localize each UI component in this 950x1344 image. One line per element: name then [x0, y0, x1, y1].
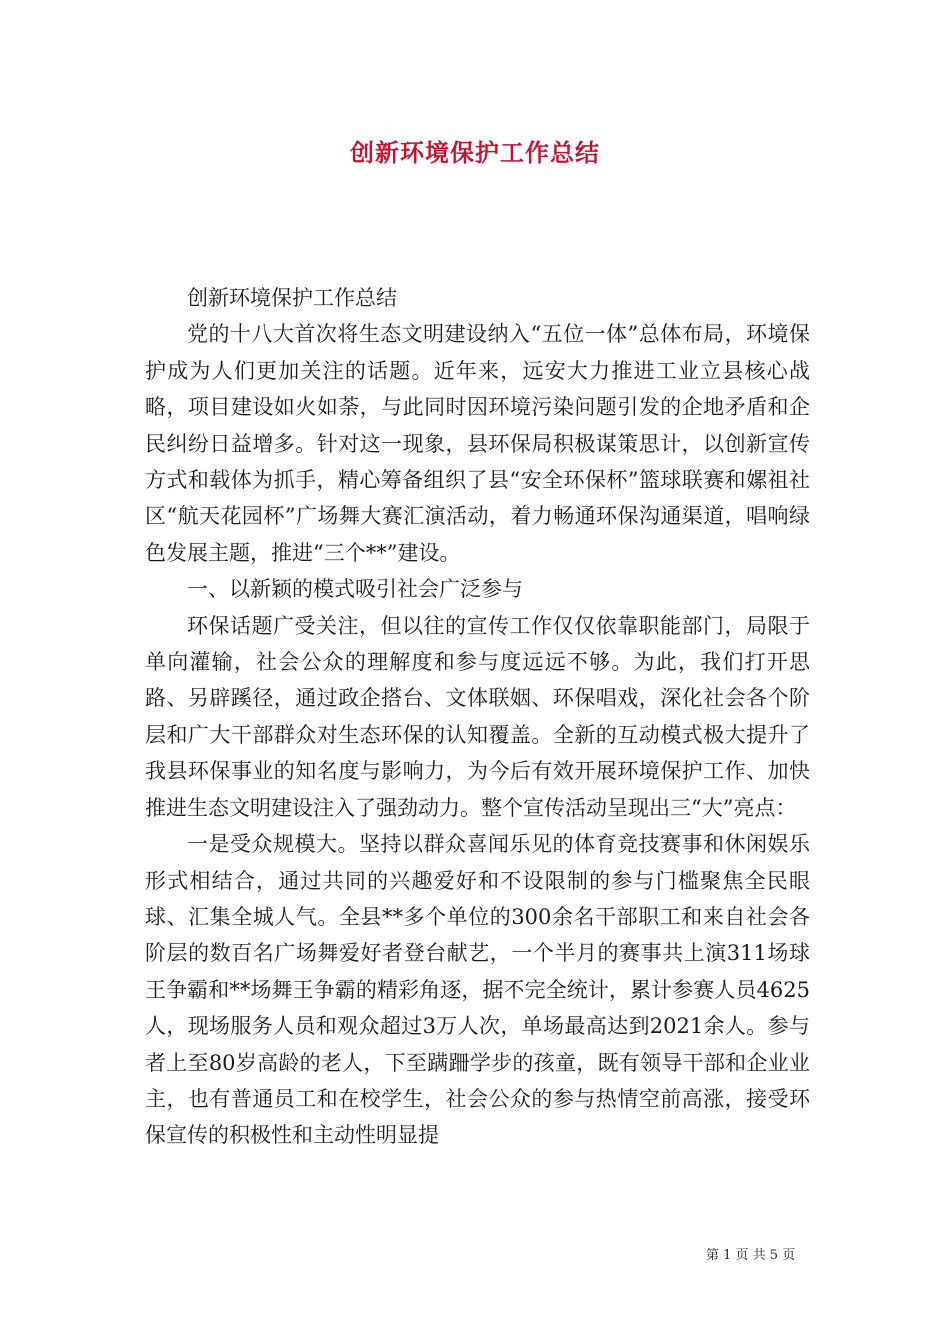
paragraph-intro: 党的十八大首次将生态文明建设纳入“五位一体”总体布局，环境保护成为人们更加关注的话题。近年来，远安大力推进工业立县核心战略，项目建设如火如荼，与此同时因环境污染问题引发的企地矛盾和企民纠纷日益增多。针对这一现象，县环保局积极谋策思计，以创新宣传方式和载体为抓手，精心筹备组织了县“安全环保杯”篮球联赛和嫘祖社区“航天花园杯”广场舞大赛汇演活动，着力畅通环保沟通渠道，唱响绿色发展主题，推进“三个**”建设。 [145, 322, 810, 565]
page-number: 第 1 页 共 5 页 [706, 1248, 796, 1263]
section-heading-1: 一、以新颖的模式吸引社会广泛参与 [187, 577, 523, 602]
document-body [145, 280, 810, 1154]
paragraph-section-1: 环保话题广受关注，但以往的宣传工作仅仅依靠职能部门，局限于单向灌输，社会公众的理解度和参与度远远不够。为此，我们打开思路、另辟蹊径，通过政企搭台、文体联姻、环保唱戏，深化社会各个阶层和广大干部群众对生态环保的认知覆盖。全新的互动模式极大提升了我县环保事业的知名度与影响力，为今后有效开展环境保护工作、加快推进生态文明建设注入了强劲动力。整个宣传活动呈现出三“大”亮点： [145, 613, 810, 820]
body-heading: 创新环境保护工作总结 [187, 286, 397, 310]
paragraph-point-1: 一是受众规模大。坚持以群众喜闻乐见的体育竞技赛事和休闲娱乐形式相结合，通过共同的兴趣爱好和不设限制的参与门槛聚焦全民眼球、汇集全城人气。全县**多个单位的300余名干部职工和来自社会各阶层的数百名广场舞爱好者登台献艺，一个半月的赛事共上演311场球王争霸和**场舞王争霸的精彩角逐，据不完全统计，累计参赛人员4625人，现场服务人员和观众超过3万人次，单场最高达到2021余人。参与者上至80岁高龄的老人，下至蹒跚学步的孩童，既有领导干部和企业业主，也有普通员工和在校学生，社会公众的参与热情空前高涨，接受环保宣传的积极性和主动性明显提 [145, 832, 810, 1148]
document-title: 创新环境保护工作总结 [350, 138, 600, 167]
